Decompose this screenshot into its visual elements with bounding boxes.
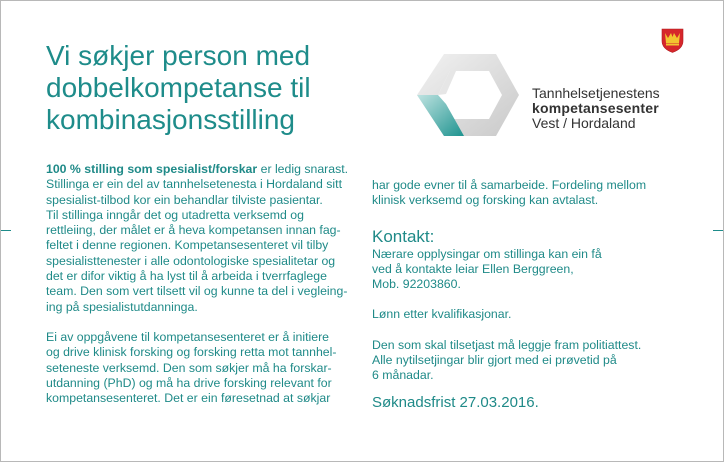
application-deadline: Søknadsfrist 27.03.2016. [372, 393, 539, 411]
body-line: Stillinga er ein del av tannhelsetenesta i Hordaland sitt [46, 177, 342, 192]
contact-line: ved å kontakte leiar Ellen Berggreen, [372, 261, 574, 276]
left-margin-tick [1, 230, 11, 231]
logo-wordmark [532, 86, 660, 131]
body-line: rettleiing, der målet er å heva kompetansen innan fag- [46, 223, 341, 238]
hordaland-coat-of-arms-icon [661, 28, 684, 53]
intro-line [46, 162, 371, 177]
title-line: Vi søkjer person med [46, 40, 311, 71]
body-line: Til stillinga inngår det og utadretta verksemd og [46, 207, 304, 222]
body-line: kompetansesenteret. Det er ein føresetnad at søkjar [46, 391, 331, 406]
paragraph-gap [46, 315, 371, 330]
requirement-line: Den som skal tilsetjast må leggje fram politiattest. [372, 337, 642, 352]
title-line: kombinasjonsstilling [46, 104, 296, 135]
page-title [46, 40, 386, 136]
right-margin-tick [713, 230, 723, 231]
body-line: team. Den som vert tilsett vil og kunne ta del i vegleing- [46, 284, 348, 299]
requirement-line: 6 månadar. [372, 368, 434, 383]
position-highlight: 100 % stilling som spesialist/forskar [46, 162, 258, 176]
title-line: dobbelkompetanse til [46, 72, 311, 103]
body-line: seteneste verksemd. Den som søkjer må ha forskar- [46, 360, 332, 375]
requirement-line: Alle nytilsetjingar blir gjort med ei prøvetid på [372, 353, 617, 368]
logo-line: kompetansesenter [532, 100, 659, 116]
body-line: det er difor viktig å ha lyst til å arbeida i tverrfaglege [46, 269, 327, 284]
salary-line: Lønn etter kvalifikasjonar. [372, 307, 512, 322]
logo-line: Tannhelsetjenestens [532, 85, 660, 101]
body-line: Ei av oppgåvene til kompetansesenteret er å initiere [46, 329, 329, 344]
body-line: utdanning (PhD) og må ha drive forsking relevant for [46, 375, 332, 390]
right-column [372, 178, 697, 412]
body-line: spesialist-tilbod kor ein behandlar tilviste pasientar. [46, 192, 323, 207]
contact-line: Nærare opplysingar om stillinga kan ein få [372, 246, 602, 261]
body-line: feltet i denne regionen. Kompetansesenteret vil tilby [46, 238, 329, 253]
body-line: klinisk verksemd og forsking kan avtalast. [372, 193, 599, 208]
logo-line: Vest / Hordaland [532, 115, 636, 131]
body-line: og drive klinisk forsking og forsking retta mot tannhel- [46, 345, 337, 360]
body-line: har gode evner til å samarbeide. Fordeling mellom [372, 178, 647, 192]
paragraph-gap [372, 292, 697, 307]
body-line: ing på spesialistutdanninga. [46, 299, 198, 314]
contact-phone: Mob. 92203860. [372, 277, 461, 292]
hexagon-ribbon-logo [416, 52, 520, 138]
paragraph-gap [372, 209, 697, 224]
paragraph-gap [372, 323, 697, 338]
intro-rest: er ledig snarast. [257, 162, 349, 176]
body-line: spesialisttenester i alle odontologiske spesialitetar og [46, 253, 336, 268]
left-column [46, 162, 371, 406]
contact-heading: Kontakt: [372, 226, 435, 246]
